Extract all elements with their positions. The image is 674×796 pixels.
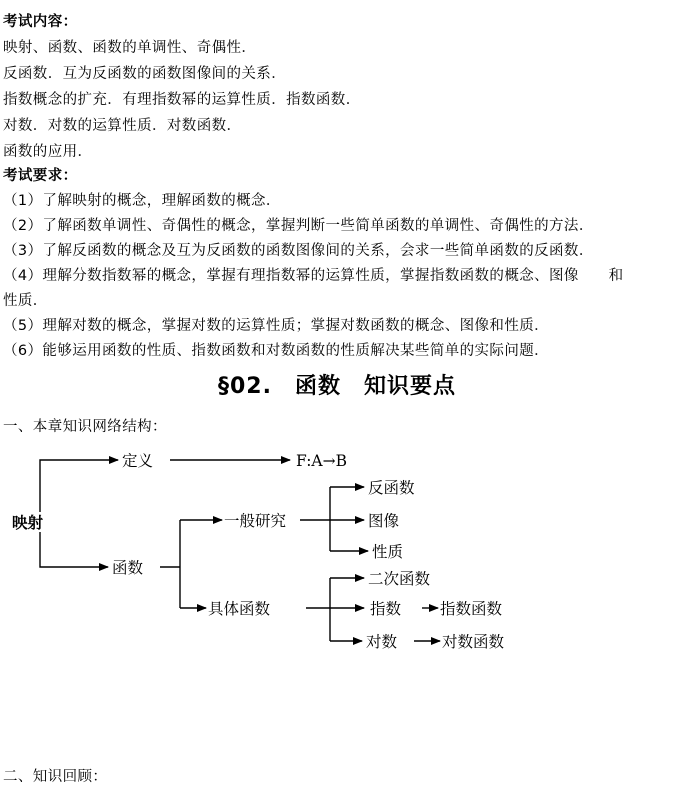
exam-content-line: 映射、函数、函数的单调性、奇偶性．: [3, 40, 257, 56]
node-graph: 图像: [368, 512, 400, 530]
exam-content-line: 对数．对数的运算性质．对数函数．: [3, 118, 242, 134]
exam-content-heading: 考试内容：: [3, 14, 78, 30]
edge-root-definition: [40, 460, 118, 512]
node-function: 函数: [112, 559, 144, 577]
node-logarithm: 对数: [366, 633, 398, 651]
node-general-research: 一般研究: [224, 512, 287, 530]
exam-content-line: 函数的应用．: [3, 144, 93, 160]
node-logarithmic-function: 对数函数: [442, 633, 505, 651]
node-exponent: 指数: [370, 600, 402, 618]
node-quadratic-function: 二次函数: [368, 570, 431, 588]
exam-content-line: 反函数．互为反函数的函数图像间的关系．: [3, 66, 287, 82]
requirement-line: （2）了解函数单调性、奇偶性的概念，掌握判断一些简单函数的单调性、奇偶性的方法．: [3, 218, 594, 234]
node-f-a-b: F:A→B: [296, 452, 347, 470]
requirement-line: （6）能够运用函数的性质、指数函数和对数函数的性质解决某些简单的实际问题．: [3, 343, 550, 359]
requirement-line: （3）了解反函数的概念及互为反函数的函数图像间的关系，会求一些简单函数的反函数．: [3, 243, 594, 259]
requirement-line: （4）理解分数指数幂的概念，掌握有理指数幂的运算性质，掌握指数函数的概念、图像 和: [3, 268, 624, 284]
node-inverse-function: 反函数: [368, 479, 415, 497]
node-property: 性质: [372, 543, 404, 561]
node-specific-function: 具体函数: [208, 600, 271, 618]
node-definition: 定义: [122, 452, 154, 470]
exam-requirements-heading: 考试要求：: [3, 168, 78, 184]
part1-heading: 一、本章知识网络结构：: [3, 419, 167, 435]
node-mapping-root: 映射: [12, 513, 44, 532]
requirement-line: （1）了解映射的概念，理解函数的概念．: [3, 193, 281, 209]
node-exponential-function: 指数函数: [440, 600, 503, 618]
edge-root-function: [40, 532, 108, 567]
knowledge-network-diagram: [0, 440, 674, 670]
section-title: §02. 函数 知识要点: [218, 374, 456, 399]
exam-content-line: 指数概念的扩充．有理指数幂的运算性质．指数函数．: [3, 92, 361, 108]
part2-heading: 二、知识回顾：: [3, 769, 108, 785]
requirement-line: （5）理解对数的概念，掌握对数的运算性质；掌握对数函数的概念、图像和性质．: [3, 318, 550, 334]
requirement-line: 性质．: [3, 293, 48, 309]
